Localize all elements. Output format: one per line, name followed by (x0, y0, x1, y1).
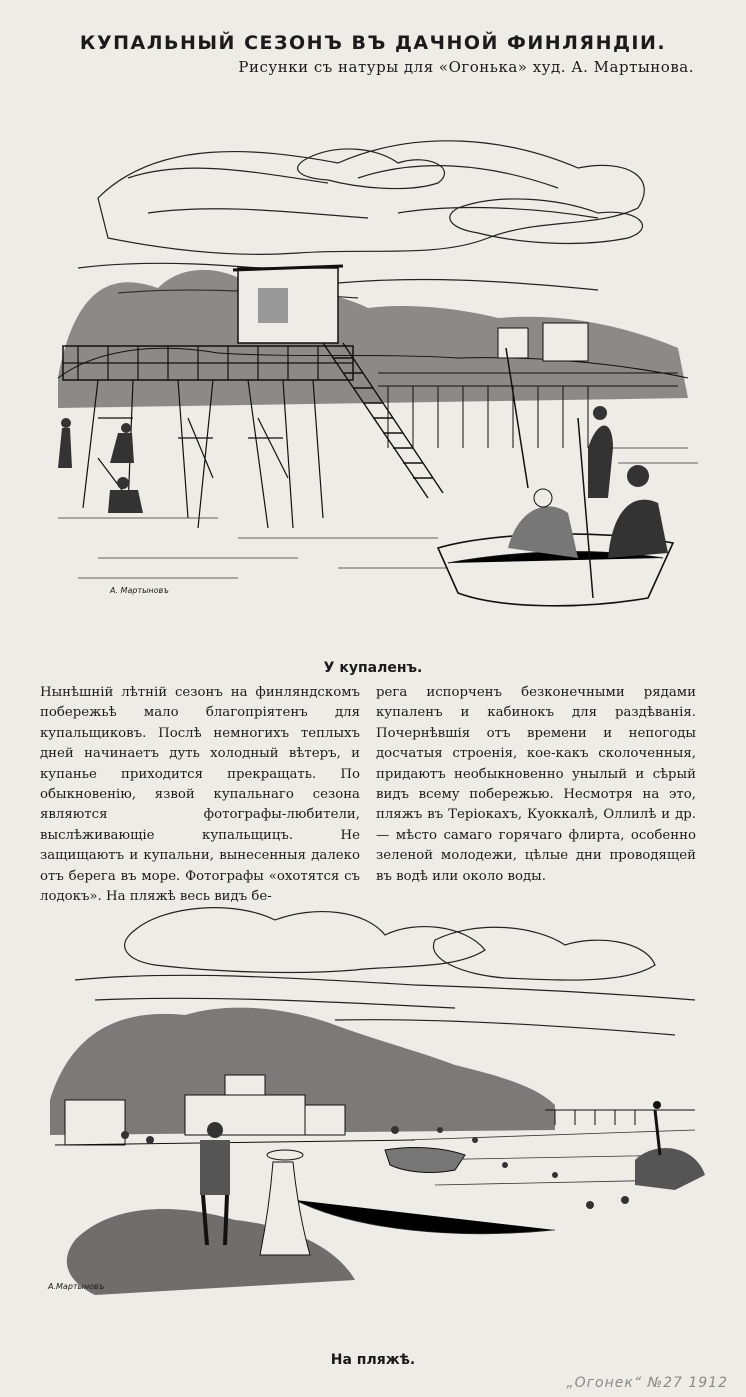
article-byline: Рисунки съ натуры для «Огонька» худ. А. Мартынова. (238, 58, 694, 76)
signature-1: А. Мартыновъ (110, 586, 169, 595)
article-column-right: рега испорченъ безконечными рядами купаленъ и кабинокъ для раздѣванія. Почернѣвшія отъ времени и непогоды досчатыя строенія, кое-какъ сколоченныя, придаютъ необыкновенно унылый и сѣрый видъ всему побережью. Несмотря на это, пляжъ въ Теріокахъ, Куоккалѣ, Оллилѣ и др. — мѣсто самаго горячаго флирта, особенно зеленой молодежи, цѣлые дни проводящей въ водѣ или около воды. (376, 685, 696, 884)
signature-2: А.Мартыновъ (48, 1282, 105, 1291)
article-title: КУПАЛЬНЫЙ СЕЗОНЪ ВЪ ДАЧНОЙ ФИНЛЯНДІИ. (79, 32, 667, 54)
archive-annotation: „Огонек“ №27 1912 (566, 1375, 728, 1391)
bathing-houses-illustration (38, 118, 708, 628)
caption-beach: На пляжѣ. (330, 1352, 416, 1368)
caption-bathing-houses: У купаленъ. (323, 660, 423, 676)
article-column-left: Нынѣшній лѣтній сезонъ на финляндскомъ побережьѣ мало благопріятенъ для купальщиковъ. Послѣ немногихъ теплыхъ дней начинаетъ дуть холодный вѣтеръ, и купанье приходится прекращать. По обыкновенію, язвой купальнаго сезона являются фотографы-любители, выслѣживающіе купальщицъ. Не защищаютъ и купальни, вынесенныя далеко отъ берега въ море. Фотографы «охотятся съ лодокъ». На пляжѣ весь видъ бе- (40, 685, 360, 905)
beach-illustration (35, 900, 715, 1320)
